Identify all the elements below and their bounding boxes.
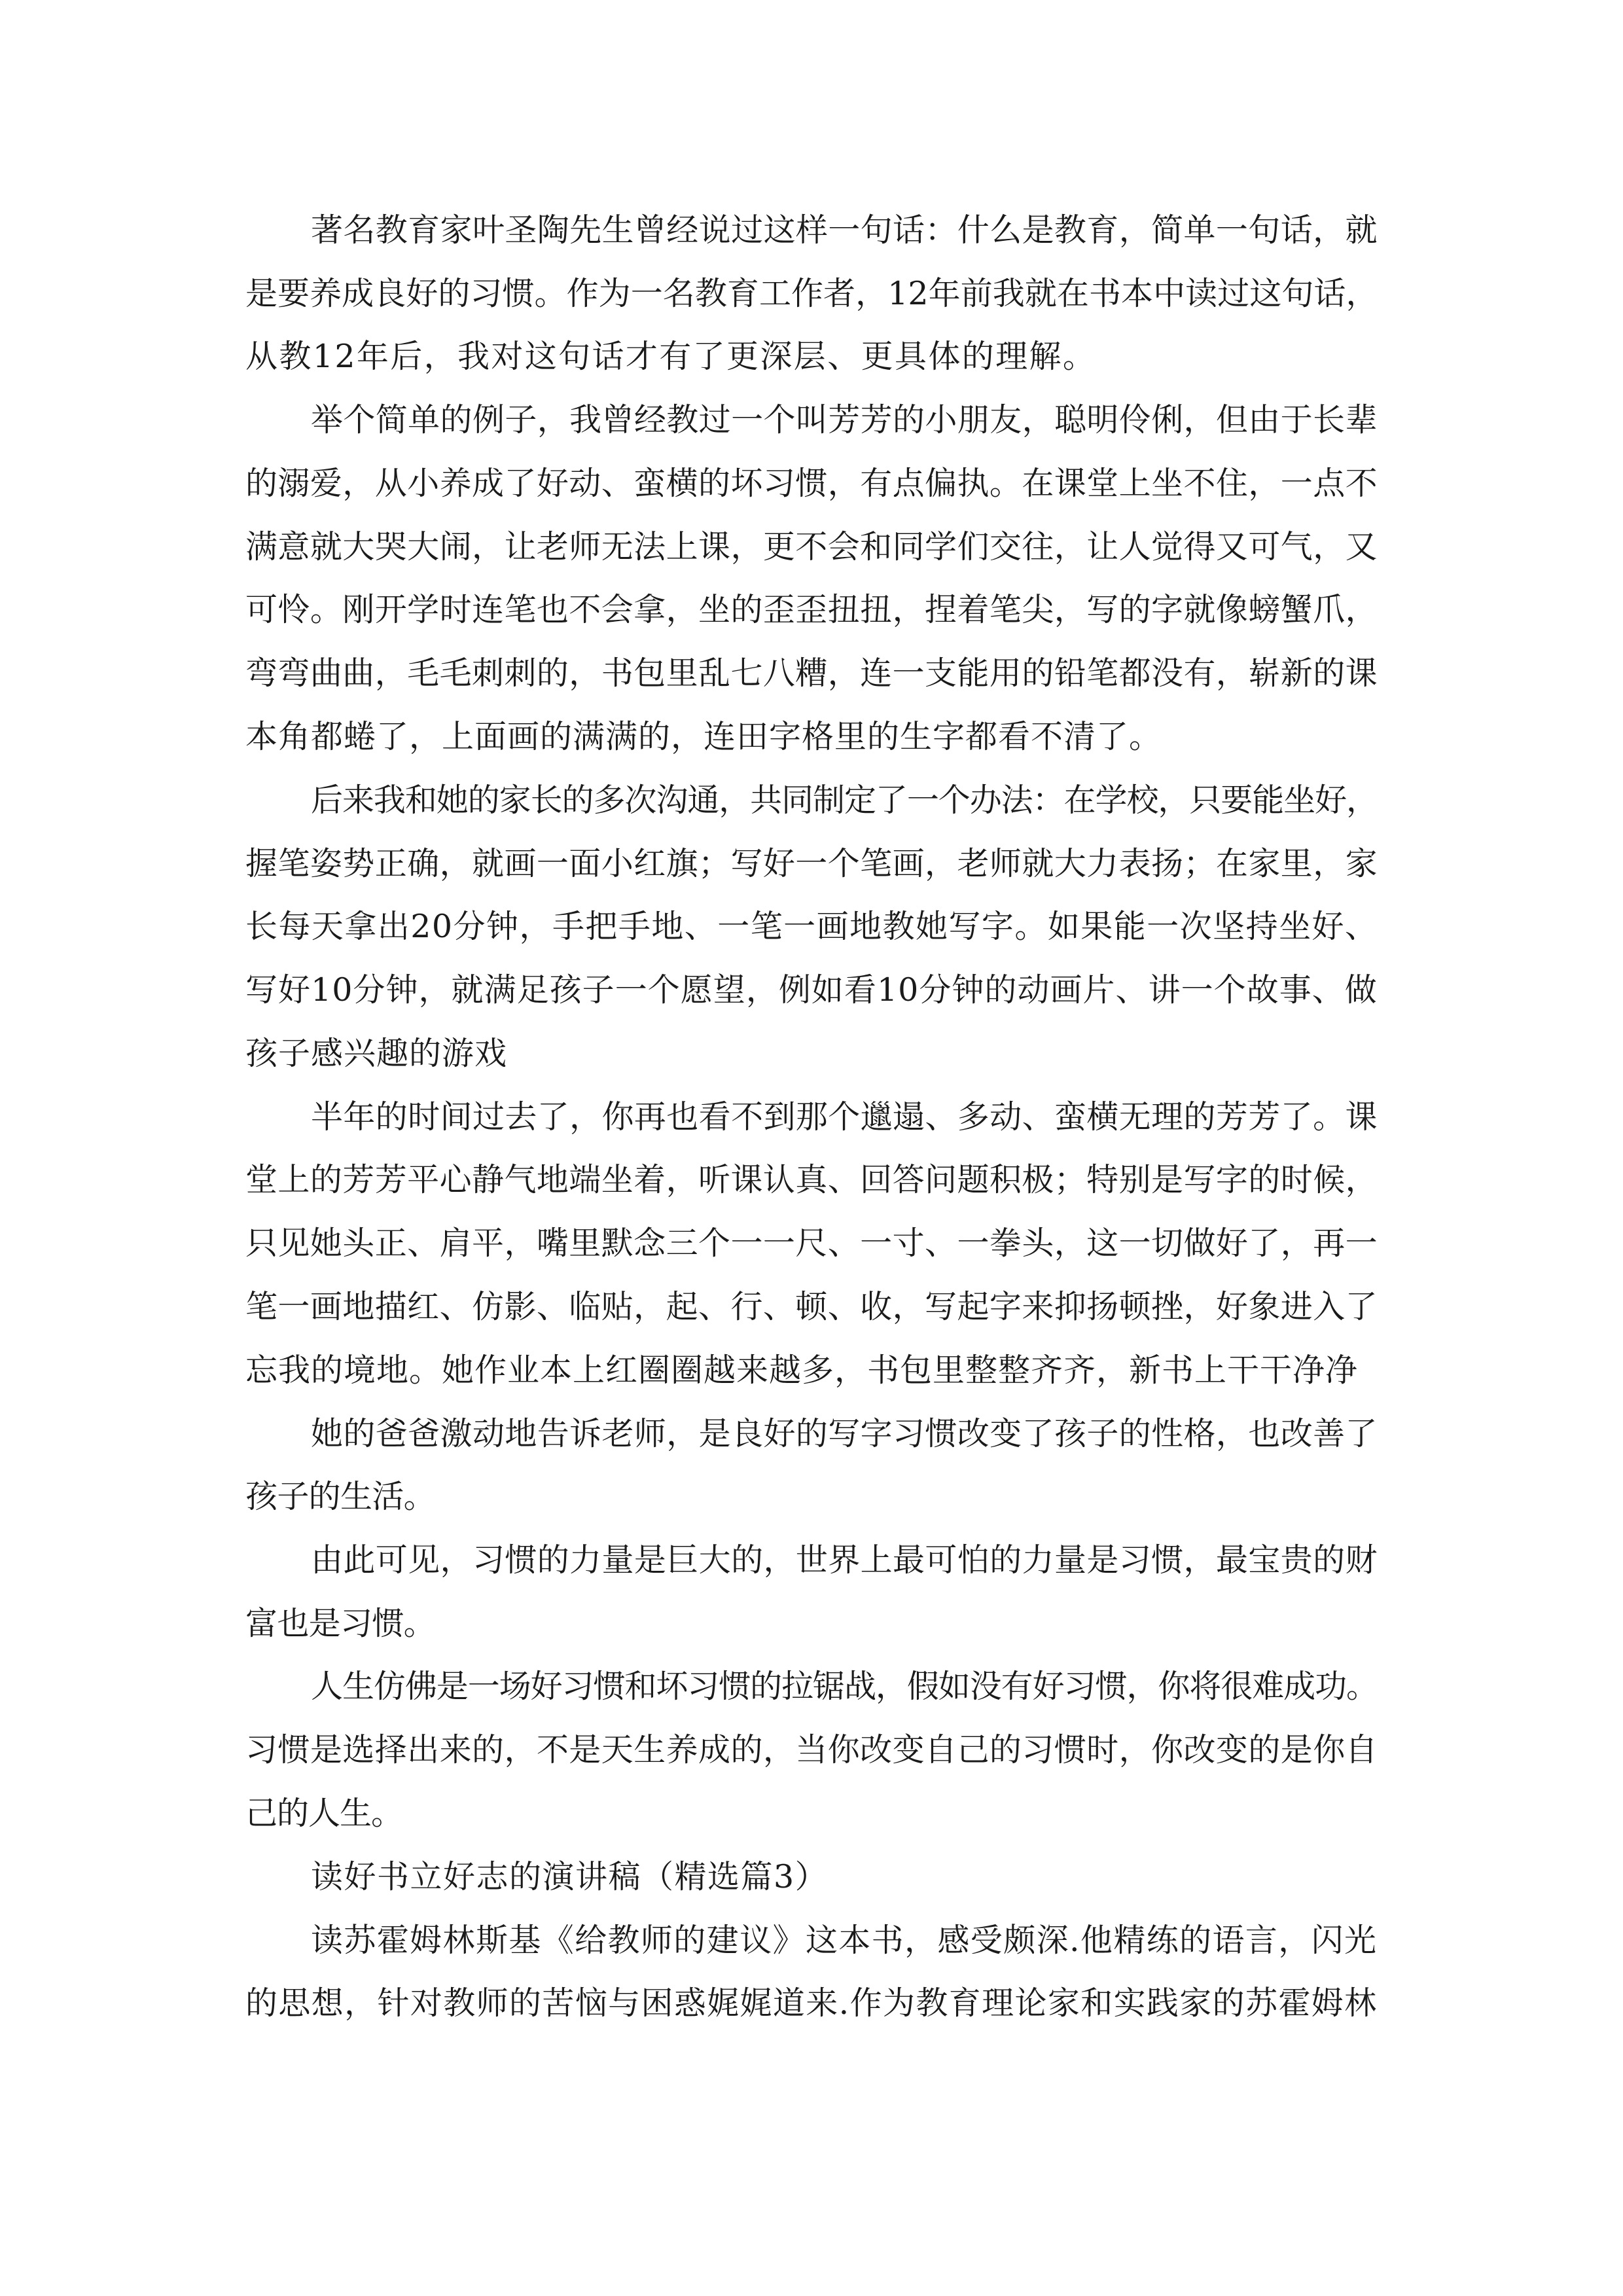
text-line: 半年的时间过去了，你再也看不到那个邋遢、多动、蛮横无理的芳芳了。课 [311,1098,1378,1136]
text-line: 本角都蜷了，上面画的满满的，连田字格里的生字都看不清了。 [245,718,1162,755]
text-line: 由此可见，习惯的力量是巨大的，世界上最可怕的力量是习惯，最宝贵的财 [311,1541,1378,1579]
section-heading: 读好书立好志的演讲稿（精选篇3） [311,1858,829,1895]
text-line: 的溺爱，从小养成了好动、蛮横的坏习惯，有点偏执。在课堂上坐不住，一点不 [245,465,1378,502]
text-line: 是要养成良好的习惯。作为一名教育工作者，12年前我就在书本中读过这句话， [245,275,1378,312]
text-line: 习惯是选择出来的，不是天生养成的，当你改变自己的习惯时，你改变的是你自 [245,1731,1378,1768]
text-line: 读苏霍姆林斯基《给教师的建议》这本书，感受颇深.他精练的语言，闪光 [311,1922,1378,1959]
text-line: 著名教育家叶圣陶先生曾经说过这样一句话：什么是教育，简单一句话，就 [311,211,1378,249]
text-line: 弯弯曲曲，毛毛刺刺的，书包里乱七八糟，连一支能用的铅笔都没有，崭新的课 [245,655,1378,692]
text-line: 人生仿佛是一场好习惯和坏习惯的拉锯战，假如没有好习惯，你将很难成功。 [311,1668,1378,1705]
text-line: 孩子感兴趣的游戏 [245,1035,508,1072]
text-line: 忘我的境地。她作业本上红圈圈越来越多，书包里整整齐齐，新书上干干净净 [245,1352,1359,1389]
text-line: 可怜。刚开学时连笔也不会拿，坐的歪歪扭扭，捏着笔尖，写的字就像螃蟹爪， [245,591,1378,628]
text-line: 的思想，针对教师的苦恼与困惑娓娓道来.作为教育理论家和实践家的苏霍姆林 [245,1984,1378,2022]
text-line: 孩子的生活。 [245,1478,435,1515]
text-line: 己的人生。 [245,1795,403,1832]
text-line: 举个简单的例子，我曾经教过一个叫芳芳的小朋友，聪明伶俐，但由于长辈 [311,401,1378,439]
text-line: 她的爸爸激动地告诉老师，是良好的写字习惯改变了孩子的性格，也改善了 [311,1415,1378,1452]
text-line: 满意就大哭大闹，让老师无法上课，更不会和同学们交往，让人觉得又可气，又 [245,528,1378,565]
text-line: 后来我和她的家长的多次沟通，共同制定了一个办法：在学校，只要能坐好， [311,781,1378,819]
text-line: 握笔姿势正确，就画一面小红旗；写好一个笔画，老师就大力表扬；在家里，家 [245,845,1378,882]
text-line: 从教12年后，我对这句话才有了更深层、更具体的理解。 [245,338,1097,375]
text-line: 堂上的芳芳平心静气地端坐着，听课认真、回答问题积极；特别是写字的时候， [245,1161,1378,1198]
text-line: 写好10分钟，就满足孩子一个愿望，例如看10分钟的动画片、讲一个故事、做 [245,971,1378,1009]
text-line: 长每天拿出20分钟，手把手地、一笔一画地教她写字。如果能一次坚持坐好、 [245,908,1378,945]
text-line: 只见她头正、肩平，嘴里默念三个一一尺、一寸、一拳头，这一切做好了，再一 [245,1225,1378,1262]
text-line: 笔一画地描红、仿影、临贴，起、行、顿、收，写起字来抑扬顿挫，好象进入了 [245,1288,1378,1325]
text-line: 富也是习惯。 [245,1605,435,1642]
